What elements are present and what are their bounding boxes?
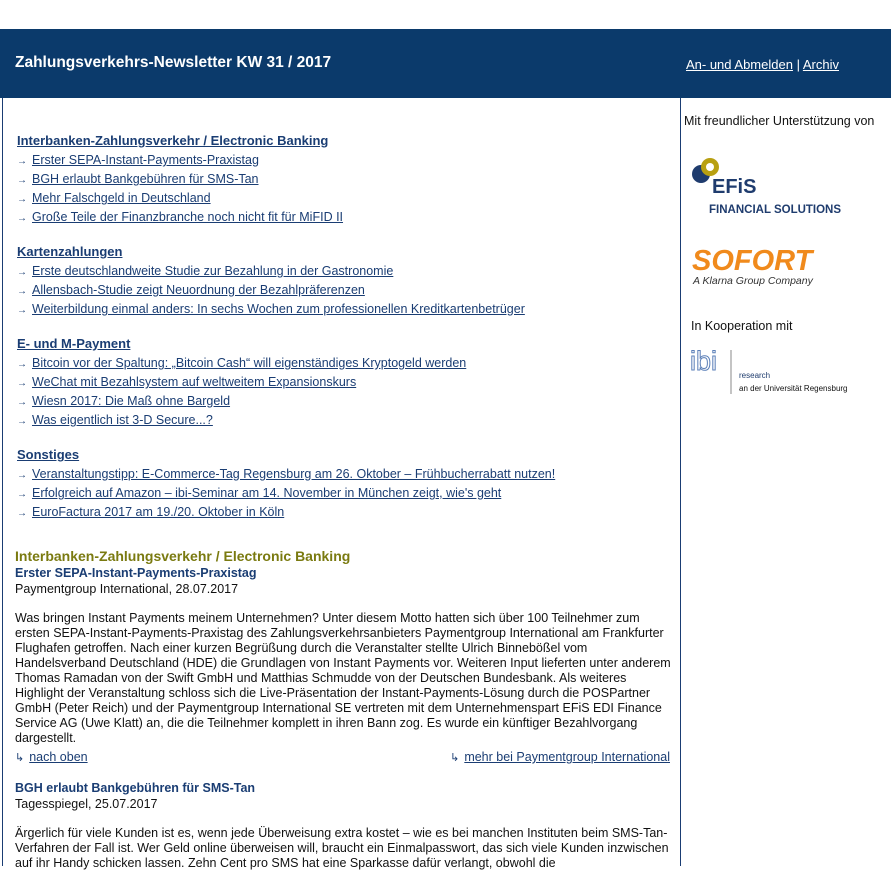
toc-link[interactable]: WeChat mit Bezahlsystem auf weltweitem Expansionskurs [32, 375, 357, 389]
toc-item [17, 262, 677, 281]
arrow-right-icon: → [17, 267, 27, 278]
article-links [15, 748, 675, 766]
toc-section-title[interactable]: E- und M-Payment [17, 336, 131, 351]
toc-section-sonstiges [17, 446, 677, 522]
toc-section-interbanken [17, 132, 677, 227]
archive-link[interactable]: Archiv [802, 57, 839, 72]
toc-link[interactable]: EuroFactura 2017 am 19./20. Oktober in Köln [32, 505, 285, 519]
sofort-logo[interactable] [691, 243, 841, 288]
ibi-logo-line2: an der Universität Regensburg [739, 384, 848, 393]
toc-link[interactable]: Wiesn 2017: Die Maß ohne Bargeld [32, 394, 231, 408]
efis-logo[interactable] [690, 157, 860, 217]
arrow-right-icon: → [17, 489, 27, 500]
newsletter-header [0, 29, 891, 98]
sofort-logo-tagline: A Klarna Group Company [693, 275, 813, 287]
arrow-right-icon: → [17, 378, 27, 389]
article-source: Tagesspiegel, 25.07.2017 [15, 797, 158, 811]
arrow-return-icon: ↳ [15, 752, 25, 764]
toc-section-title[interactable]: Interbanken-Zahlungsverkehr / Electronic Banking [17, 133, 329, 148]
arrow-right-icon: → [17, 194, 27, 205]
article-title: Erster SEPA-Instant-Payments-Praxistag [15, 566, 257, 580]
newsletter-title: Zahlungsverkehrs-Newsletter KW 31 / 2017 [15, 54, 332, 71]
category-heading: Interbanken-Zahlungsverkehr / Electronic Banking [15, 548, 351, 564]
toc-item [17, 281, 677, 300]
articles-section [15, 548, 675, 871]
header-links [686, 57, 839, 72]
toc-item [17, 392, 677, 411]
efis-logo-tagline: FINANCIAL SOLUTIONS [709, 204, 842, 216]
arrow-right-icon: → [17, 305, 27, 316]
arrow-right-icon: → [17, 359, 27, 370]
subscribe-link[interactable]: An- und Abmelden [685, 57, 793, 72]
ibi-logo-line1: research [739, 371, 771, 380]
toc-link[interactable]: Weiterbildung einmal anders: In sechs Wochen zum professionellen Kreditkartenbetrüger [32, 302, 525, 316]
toc-link[interactable]: Allensbach-Studie zeigt Neuordnung der Bezahlpräferenzen [32, 283, 365, 297]
toc-item [17, 354, 677, 373]
table-of-contents [17, 132, 677, 538]
toc-item [17, 484, 677, 503]
article-body: Was bringen Instant Payments meinem Unternehmen? Unter diesem Motto hatten sich über 100 Teilnehmer zum ersten SEPA-Instant-Payments-Praxistag des Zahlungsverkehrsanbieters Paymentgroup International am Frankfurter Flughafen getroffen. Nach einer kurzen Begrüßung durch die Veranstalter stellte Ulrich Binnebößel vom Handelsverband Deutschland (HDE) die Grundlagen von Instant Payments vor. Weiteren Input lieferten unter anderem Thomas Ramadan von der Swift GmbH und Matthias Schmudde von der Deutschen Bundesbank. Als weiteres Highlight der Veranstaltung schloss sich die Live-Präsentation der Instant-Payments-Lösung durch die POSPartner GmbH (Peter Reich) und der Paymentgroup International SE vertreten mit dem Unternehmenspart EFiS EDI Finance Service AG (Uwe Klatt) an, die die Teilnehmer komplett in ihren Bann zog. Es wurde ein künftiger Bezahlvorgang dargestellt. [15, 611, 671, 745]
article [15, 565, 675, 766]
header-link-separator: | [796, 57, 800, 72]
sofort-logo-name: SOFORT [692, 245, 813, 277]
support-label: Mit freundlicher Unterstützung von [684, 114, 875, 128]
frame-left-border [2, 98, 3, 866]
toc-item [17, 189, 677, 208]
toc-section-kartenzahlungen [17, 243, 677, 319]
toc-link[interactable]: Mehr Falschgeld in Deutschland [32, 191, 211, 205]
toc-item [17, 208, 677, 227]
ibi-logo-name: ibi [690, 346, 718, 376]
ibi-logo[interactable] [690, 346, 860, 398]
arrow-right-icon: → [17, 213, 27, 224]
toc-item [17, 465, 677, 484]
frame-column-divider [680, 98, 681, 866]
arrow-right-icon: → [17, 397, 27, 408]
toc-link[interactable]: Erste deutschlandweite Studie zur Bezahlung in der Gastronomie [32, 264, 394, 278]
toc-section-e-m-payment [17, 335, 677, 430]
toc-link[interactable]: Erster SEPA-Instant-Payments-Praxistag [32, 153, 259, 167]
toc-item [17, 300, 677, 319]
toc-section-title[interactable]: Kartenzahlungen [17, 244, 123, 259]
arrow-return-icon: ↳ [450, 752, 460, 764]
arrow-right-icon: → [17, 286, 27, 297]
toc-item [17, 373, 677, 392]
toc-link[interactable]: Erfolgreich auf Amazon – ibi-Seminar am 14. November in München zeigt, wie's geht [32, 486, 502, 500]
sponsor-sidebar [684, 113, 891, 393]
toc-item [17, 170, 677, 189]
read-more-link[interactable]: mehr bei Paymentgroup International [464, 750, 670, 764]
article-title: BGH erlaubt Bankgebühren für SMS-Tan [15, 781, 256, 795]
arrow-right-icon: → [17, 175, 27, 186]
efis-logo-mark-hole [706, 163, 714, 171]
toc-link[interactable]: Veranstaltungstipp: E-Commerce-Tag Regensburg am 26. Oktober – Frühbucherrabatt nutzen! [32, 467, 556, 481]
toc-link[interactable]: Bitcoin vor der Spaltung: „Bitcoin Cash“ will eigenständiges Kryptogeld werden [32, 356, 467, 370]
toc-link[interactable]: Große Teile der Finanzbranche noch nicht fit für MiFID II [32, 210, 344, 224]
arrow-right-icon: → [17, 470, 27, 481]
toc-section-title[interactable]: Sonstiges [17, 447, 80, 462]
toc-item [17, 151, 677, 170]
cooperation-label: In Kooperation mit [691, 319, 793, 333]
toc-item [17, 411, 677, 430]
arrow-right-icon: → [17, 508, 27, 519]
article-body: Ärgerlich für viele Kunden ist es, wenn jede Überweisung extra kostet – wie es bei manchen Instituten beim SMS-Tan-Verfahren der Fall ist. Wer Geld online überweisen will, braucht ein Einmalpasswort, das sich viele Kunden inzwischen auf ihr Handy schicken lassen. Zehn Cent pro SMS hat eine Sparkasse dafür verlangt, obwohl die [15, 826, 669, 870]
toc-link[interactable]: BGH erlaubt Bankgebühren für SMS-Tan [32, 172, 259, 186]
efis-logo-name: EFiS [712, 176, 757, 198]
article [15, 780, 675, 871]
arrow-right-icon: → [17, 416, 27, 427]
article-source: Paymentgroup International, 28.07.2017 [15, 582, 239, 596]
arrow-right-icon: → [17, 156, 27, 167]
back-to-top-link[interactable]: nach oben [29, 750, 88, 764]
toc-link[interactable]: Was eigentlich ist 3-D Secure...? [32, 413, 213, 427]
toc-item [17, 503, 677, 522]
